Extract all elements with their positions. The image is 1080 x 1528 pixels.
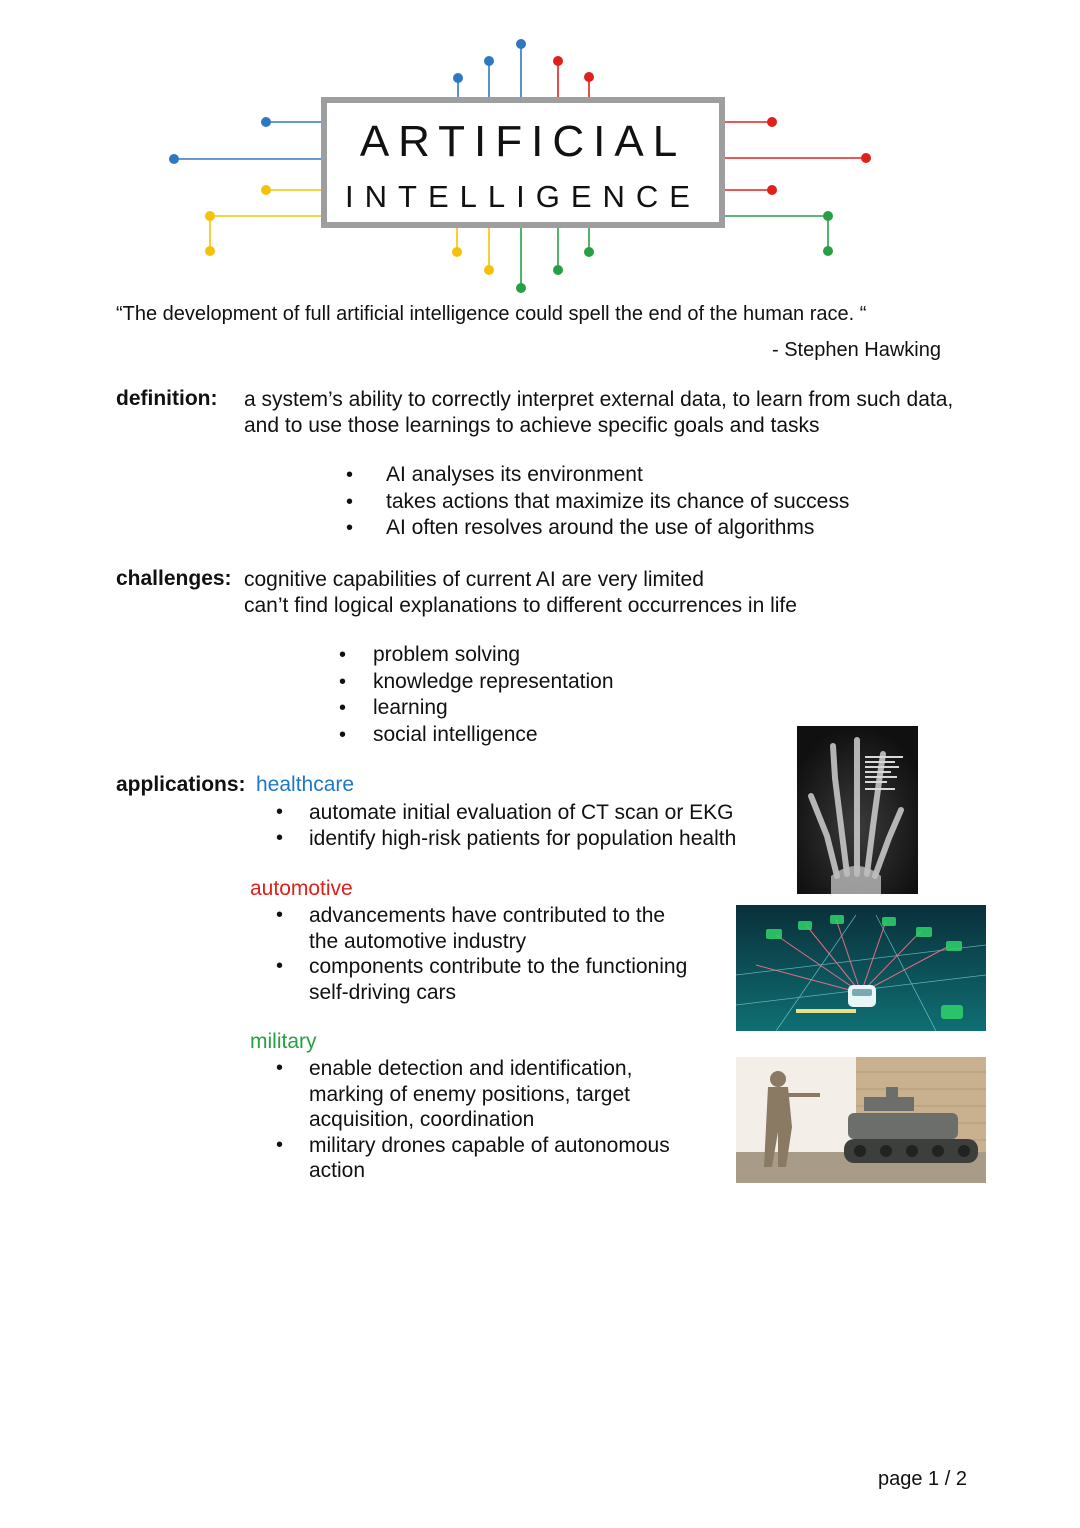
bullet-line: • components contribute to the functioning [309,955,688,978]
bullet-line: action [309,1159,366,1182]
bullet-line: • military drones capable of autonomous [309,1133,670,1157]
quote-author: - Stephen Hawking [772,339,941,361]
definition-bullets [386,462,849,542]
page-number: page 1 / 2 [878,1468,967,1490]
title-line-1: ARTIFICIAL [359,117,687,166]
challenges-line-1: cognitive capabilities of current AI are very limited [244,568,704,591]
list-item: • AI analyses its environment [386,462,849,489]
list-item: • automate initial evaluation of CT scan or EKG [309,800,736,826]
list-item [309,1133,670,1184]
bullet-line: • enable detection and identification, [309,1057,633,1080]
applications-label: applications: [116,773,246,796]
title-box [321,97,725,228]
military-bullets [309,1056,670,1184]
bullet-line: • advancements have contributed to the [309,904,666,927]
military-robot-icon [736,1057,986,1183]
title-line-2: INTELLIGENCE [345,179,701,214]
definition-text [244,387,953,439]
bullet-line: the automotive industry [309,929,527,953]
list-item [309,1056,670,1133]
definition-label: definition: [116,387,218,410]
healthcare-bullets [309,800,736,851]
challenges-line-2: can’t find logical explanations to different occurrences in life [244,594,797,617]
self-driving-car-icon [736,905,986,1031]
definition-line-2: and to use those learnings to achieve specific goals and tasks [244,414,820,437]
bullet-line: marking of enemy positions, target [309,1082,630,1106]
list-item: • social intelligence [373,722,614,749]
healthcare-heading: healthcare [256,773,355,796]
list-item: • takes actions that maximize its chance of success [386,489,849,516]
hand-xray-icon [797,726,918,894]
list-item: • learning [373,695,614,722]
challenges-label: challenges: [116,567,232,590]
list-item: • problem solving [373,642,614,669]
automotive-bullets [309,903,687,1005]
list-item [309,903,687,954]
military-heading: military [250,1030,317,1053]
quote-text: “The development of full artificial intelligence could spell the end of the human race. “ [116,303,867,325]
military-robot-image [736,1057,986,1183]
definition-line-1: a system’s ability to correctly interpret external data, to learn from such data, [244,388,954,411]
hand-xray-image [797,726,918,894]
automotive-heading: automotive [250,877,353,900]
list-item: • identify high-risk patients for population health [309,826,736,852]
list-item: • knowledge representation [373,669,614,696]
bullet-line: acquisition, coordination [309,1108,535,1131]
challenges-text [244,567,797,619]
bullet-line: self-driving cars [309,980,457,1004]
self-driving-car-image [736,905,986,1031]
challenges-bullets [373,642,614,748]
list-item [309,954,687,1005]
list-item: • AI often resolves around the use of algorithms [386,515,849,542]
